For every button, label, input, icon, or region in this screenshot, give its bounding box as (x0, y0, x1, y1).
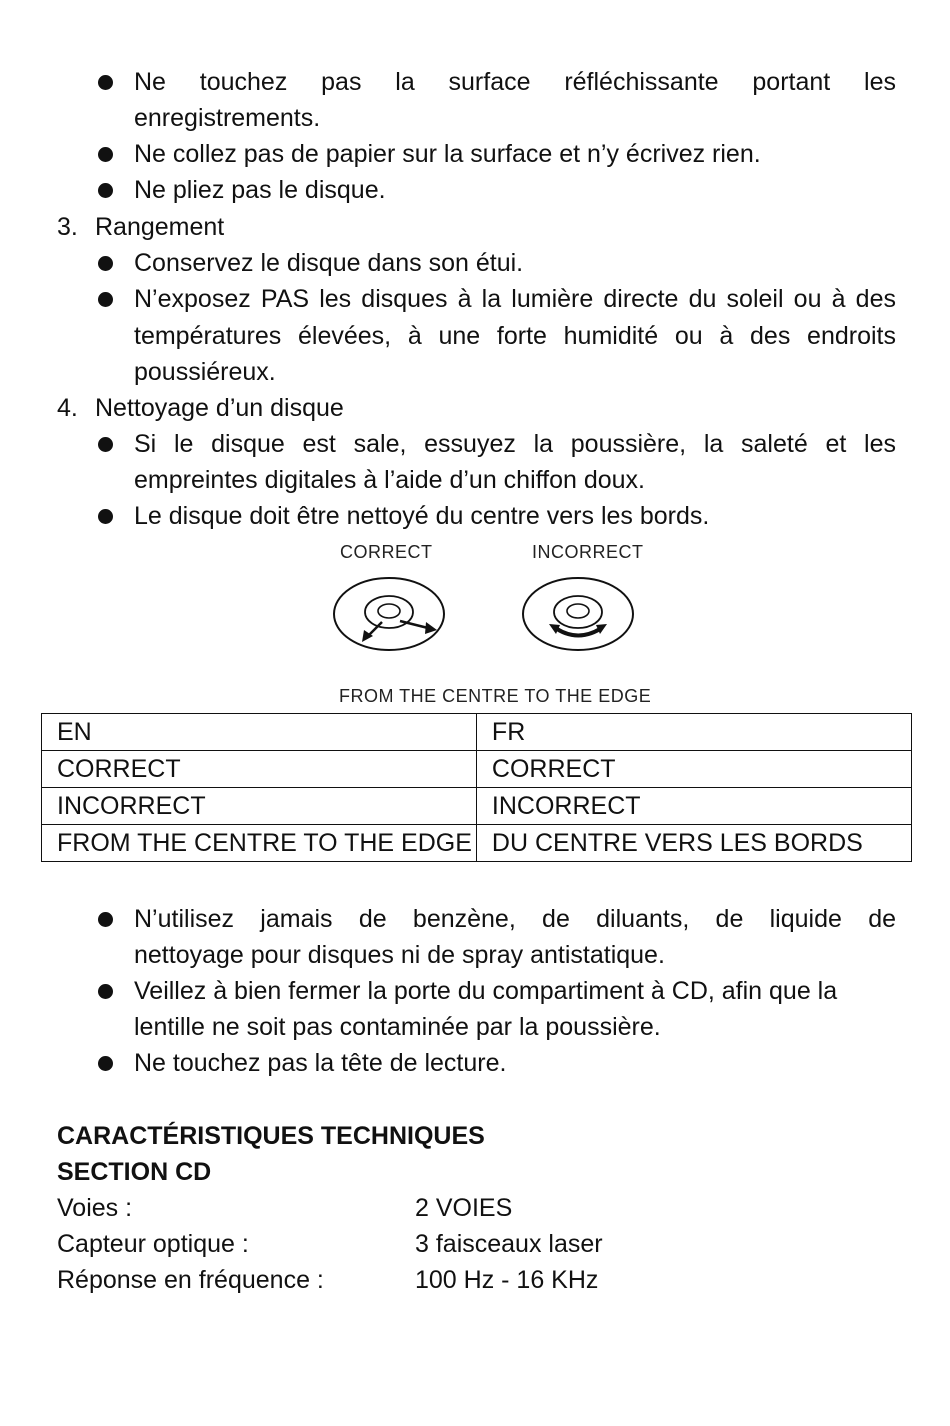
section-number: 4. (57, 394, 78, 422)
table-cell: FR (476, 714, 911, 751)
figure-label-incorrect: INCORRECT (532, 542, 644, 562)
disc-cleaning-figure (0, 572, 950, 662)
spec-value: 100 Hz - 16 KHz (415, 1266, 599, 1294)
specs-subheading: SECTION CD (57, 1158, 212, 1186)
table-cell: INCORRECT (476, 788, 911, 825)
bullet-dot (98, 75, 113, 90)
table-cell: CORRECT (42, 751, 477, 788)
figure-label-correct: CORRECT (340, 542, 433, 562)
figure-caption: FROM THE CENTRE TO THE EDGE (339, 686, 652, 706)
bullet-dot (98, 509, 113, 524)
incorrect-disc-icon (523, 578, 633, 650)
spec-label: Capteur optique : (57, 1230, 249, 1258)
bullet-text: poussiéreux. (134, 358, 276, 386)
table-row (42, 714, 912, 751)
section-title: Nettoyage d’un disque (95, 394, 344, 422)
specs-heading: CARACTÉRISTIQUES TECHNIQUES (57, 1122, 485, 1150)
bullet-dot (98, 437, 113, 452)
table-cell: DU CENTRE VERS LES BORDS (476, 825, 911, 862)
bullet-text: Veillez à bien fermer la porte du compartiment à CD, afin que la (134, 977, 838, 1005)
bullet-dot (98, 912, 113, 927)
table-cell: INCORRECT (42, 788, 477, 825)
spec-label: Réponse en fréquence : (57, 1266, 324, 1294)
bullet-text: Ne pliez pas le disque. (134, 176, 386, 204)
bullet-text: enregistrements. (134, 104, 321, 132)
spec-value: 2 VOIES (415, 1194, 513, 1222)
table-row (42, 788, 912, 825)
correct-disc-icon (334, 578, 444, 650)
bullet-text: N’utilisez jamais de benzène, de diluants, de liquide de (134, 905, 896, 933)
section-title: Rangement (95, 213, 225, 241)
bullet-text: Ne touchez pas la surface réfléchissante portant les (134, 68, 896, 96)
table-cell: FROM THE CENTRE TO THE EDGE (42, 825, 477, 862)
section-number: 3. (57, 213, 78, 241)
bullet-text: Ne collez pas de papier sur la surface et n’y écrivez rien. (134, 140, 761, 168)
bullet-text: températures élevées, à une forte humidité ou à des endroits (134, 322, 896, 350)
bullet-text: empreintes digitales à l’aide d’un chiffon doux. (134, 466, 645, 494)
bullet-text: Conservez le disque dans son étui. (134, 249, 524, 277)
bullet-dot (98, 256, 113, 271)
table-cell: CORRECT (476, 751, 911, 788)
table-row (42, 825, 912, 862)
bullet-dot (98, 292, 113, 307)
translation-table (41, 713, 912, 862)
bullet-text: nettoyage pour disques ni de spray antistatique. (134, 941, 665, 969)
spec-value: 3 faisceaux laser (415, 1230, 603, 1258)
table-cell: EN (42, 714, 477, 751)
bullet-text: lentille ne soit pas contaminée par la poussière. (134, 1013, 661, 1041)
spec-label: Voies : (57, 1194, 133, 1222)
bullet-dot (98, 147, 113, 162)
bullet-dot (98, 984, 113, 999)
bullet-text: Si le disque est sale, essuyez la poussière, la saleté et les (134, 430, 896, 458)
bullet-text: Ne touchez pas la tête de lecture. (134, 1049, 507, 1077)
bullet-dot (98, 1056, 113, 1071)
bullet-text: N’exposez PAS les disques à la lumière directe du soleil ou à des (134, 285, 896, 313)
table-row (42, 751, 912, 788)
bullet-text: Le disque doit être nettoyé du centre vers les bords. (134, 502, 710, 530)
bullet-dot (98, 183, 113, 198)
